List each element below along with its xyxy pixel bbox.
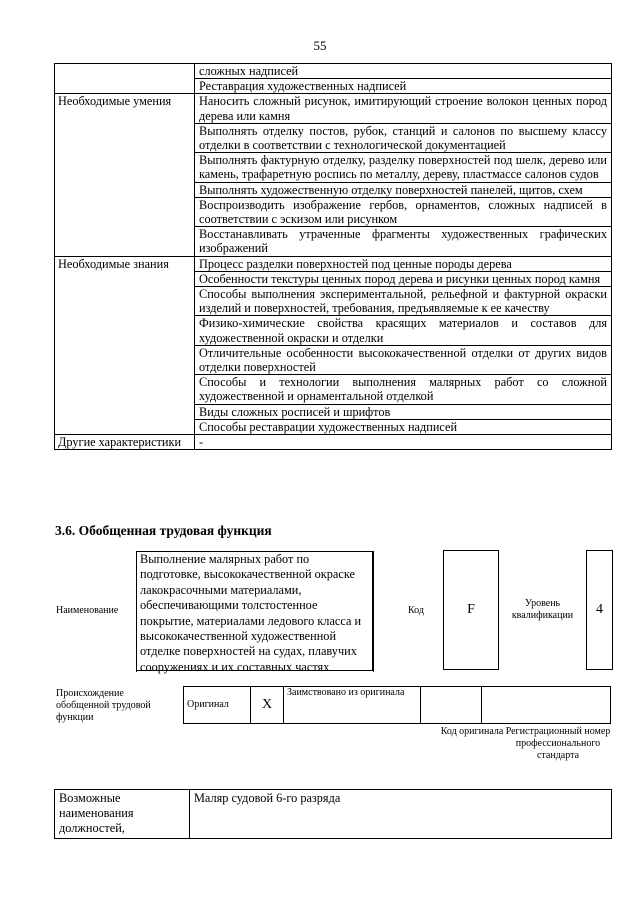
page-number: 55 bbox=[313, 38, 327, 53]
table-row bbox=[55, 256, 612, 271]
table-cell: Выполнять отделку постов, рубок, станций и салонов по высшему классу отделки в соответствии с технологической документацией bbox=[195, 123, 612, 152]
origin-mark: X bbox=[251, 687, 284, 724]
table-cell: Воспроизводить изображение гербов, орнаментов, сложных надписей в соответствии с эскизом или рисунком bbox=[195, 197, 612, 226]
table-row bbox=[55, 94, 612, 123]
reg-number-cell bbox=[482, 687, 611, 724]
table-cell: Виды сложных росписей и шрифтов bbox=[195, 404, 612, 419]
table-cell: Отличительные особенности высококачественной отделки от других видов отделки поверхностей bbox=[195, 345, 612, 374]
table-cell: Физико-химические свойства красящих материалов и составов для художественной окраски и отделки bbox=[195, 316, 612, 345]
level-label: Уровень квалификации bbox=[511, 598, 574, 621]
table-cell: Восстанавливать утраченные фрагменты художественных графических изображений bbox=[195, 227, 612, 256]
reg-number-caption: Регистрационный номер профессионального стандарта bbox=[505, 726, 611, 761]
origin-borrowed-label: Заимствовано из оригинала bbox=[284, 687, 421, 724]
table-cell: Процесс разделки поверхностей под ценные породы дерева bbox=[195, 256, 612, 271]
origin-table bbox=[183, 686, 611, 724]
section-heading: 3.6. Обобщенная трудовая функция bbox=[55, 523, 272, 538]
row-label-knowledge: Необходимые знания bbox=[55, 256, 195, 434]
code-label: Код bbox=[408, 605, 424, 616]
code-original-cell bbox=[421, 687, 482, 724]
origin-label: Происхождение обобщенной трудовой функции bbox=[56, 688, 151, 723]
row-label-skills: Необходимые умения bbox=[55, 94, 195, 256]
table-row bbox=[55, 435, 612, 450]
table-cell: - bbox=[195, 435, 612, 450]
name-label: Наименование bbox=[56, 605, 119, 616]
code-original-caption: Код оригинала bbox=[440, 726, 504, 737]
table-cell: Способы реставрации художественных надписей bbox=[195, 419, 612, 434]
table-cell: Наносить сложный рисунок, имитирующий строение волокон ценных пород дерева или камня bbox=[195, 94, 612, 123]
table-row bbox=[55, 790, 612, 839]
table-cell: Выполнять художественную отделку поверхностей панелей, щитов, схем bbox=[195, 182, 612, 197]
table-row bbox=[55, 64, 612, 79]
table-cell: сложных надписей bbox=[195, 64, 612, 79]
table-cell: Реставрация художественных надписей bbox=[195, 79, 612, 94]
positions-label: Возможные наименования должностей, bbox=[55, 790, 190, 839]
table-row bbox=[184, 687, 611, 724]
positions-value: Маляр судовой 6-го разряда bbox=[190, 790, 612, 839]
divider bbox=[373, 551, 374, 672]
skills-knowledge-table bbox=[54, 63, 612, 450]
table-cell: Способы выполнения экспериментальной, рельефной и фактурной окраски изделий и поверхностей, требования, предъявляемые к ее качеству bbox=[195, 287, 612, 316]
code-value: F bbox=[467, 602, 475, 617]
table-cell: Особенности текстуры ценных пород дерева и рисунки ценных пород камня bbox=[195, 271, 612, 286]
row-label-other: Другие характеристики bbox=[55, 435, 195, 450]
positions-table bbox=[54, 789, 612, 839]
table-cell: Выполнять фактурную отделку, разделку поверхностей под шелк, дерево или камень, трафаретную роспись по металлу, дереву, пластмассе салонов судов bbox=[195, 153, 612, 182]
level-value: 4 bbox=[596, 602, 603, 617]
origin-original-label: Оригинал bbox=[184, 687, 251, 724]
table-cell: Способы и технологии выполнения малярных работ со сложной художественной и орнаментальной отделкой bbox=[195, 375, 612, 404]
row-label bbox=[55, 64, 195, 94]
function-name-box: Выполнение малярных работ по подготовке, высококачественной окраске лакокрасочными материалами, обеспечивающими толстостенное покрытие, материалами ледового класса и высококачественной художественной отделке поверхностей на судах, плавучих сооружениях и их составных частях bbox=[136, 551, 373, 671]
